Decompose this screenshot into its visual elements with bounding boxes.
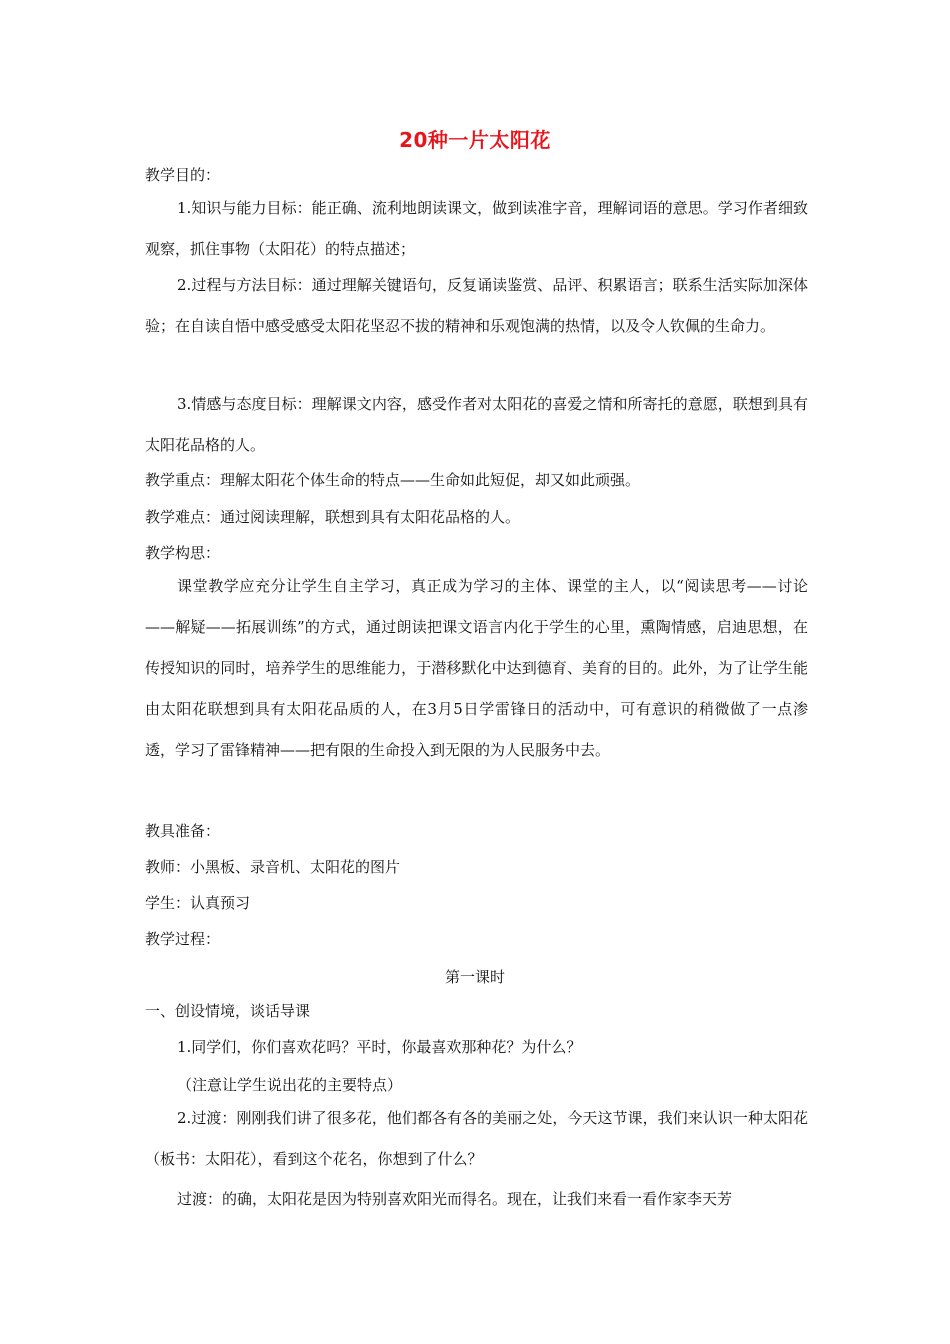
lesson-1-heading: 第一课时 [444,968,505,986]
step-1-line: 1.同学们，你们喜欢花吗？平时，你最喜欢那种花？为什么？ [177,1038,582,1056]
section-1-heading: 一、创设情境，谈话导课 [145,1002,311,1020]
goal-1-paragraph: 1.知识与能力目标：能正确、流利地朗读课文，做到读准字音，理解词语的意思。学习作者细致观察，抓住事物（太阳花）的特点描述； [145,199,808,258]
tools-student-line: 学生：认真预习 [145,894,251,912]
step-3-line: 过渡：的确，太阳花是因为特别喜欢阳光而得名。现在，让我们来看一看作家李天芳 [177,1190,733,1208]
difficulty-line: 教学难点：通过阅读理解，联想到具有太阳花品格的人。 [145,508,521,526]
key-point-line: 教学重点：理解太阳花个体生命的特点——生命如此短促，却又如此顽强。 [145,471,641,489]
step-2-paragraph: 2.过渡：刚刚我们讲了很多花，他们都各有各的美丽之处，今天这节课，我们来认识一种太阳花（板书：太阳花），看到这个花名，你想到了什么？ [145,1109,808,1168]
step-1-note: （注意让学生说出花的主要特点） [177,1076,403,1094]
concept-heading: 教学构思： [145,544,221,562]
page-title: 20种一片太阳花 [399,128,551,152]
process-heading: 教学过程： [145,930,221,948]
tools-teacher-line: 教师：小黑板、录音机、太阳花的图片 [145,858,401,876]
goal-2-paragraph: 2.过程与方法目标：通过理解关键语句，反复诵读鉴赏、品评、积累语言；联系生活实际加深体验；在自读自悟中感受感受太阳花坚忍不拔的精神和乐观饱满的热情，以及令人钦佩的生命力。 [145,276,808,335]
concept-paragraph: 课堂教学应充分让学生自主学习，真正成为学习的主体、课堂的主人，以“阅读思考——讨论——解疑——拓展训练”的方式，通过朗读把课文语言内化于学生的心里，熏陶情感，启迪思想，在传授知识的同时，培养学生的思维能力，于潜移默化中达到德育、美育的目的。此外，为了让学生能由太阳花联想到具有太阳花品质的人，在3月5日学雷锋日的活动中，可有意识的稍微做了一点渗透，学习了雷锋精神——把有限的生命投入到无限的为人民服务中去。 [145,577,808,759]
tools-heading: 教具准备： [145,822,221,840]
teaching-goals-heading: 教学目的： [145,166,221,184]
goal-3-paragraph: 3.情感与态度目标：理解课文内容，感受作者对太阳花的喜爱之情和所寄托的意愿，联想到具有太阳花品格的人。 [145,395,808,454]
